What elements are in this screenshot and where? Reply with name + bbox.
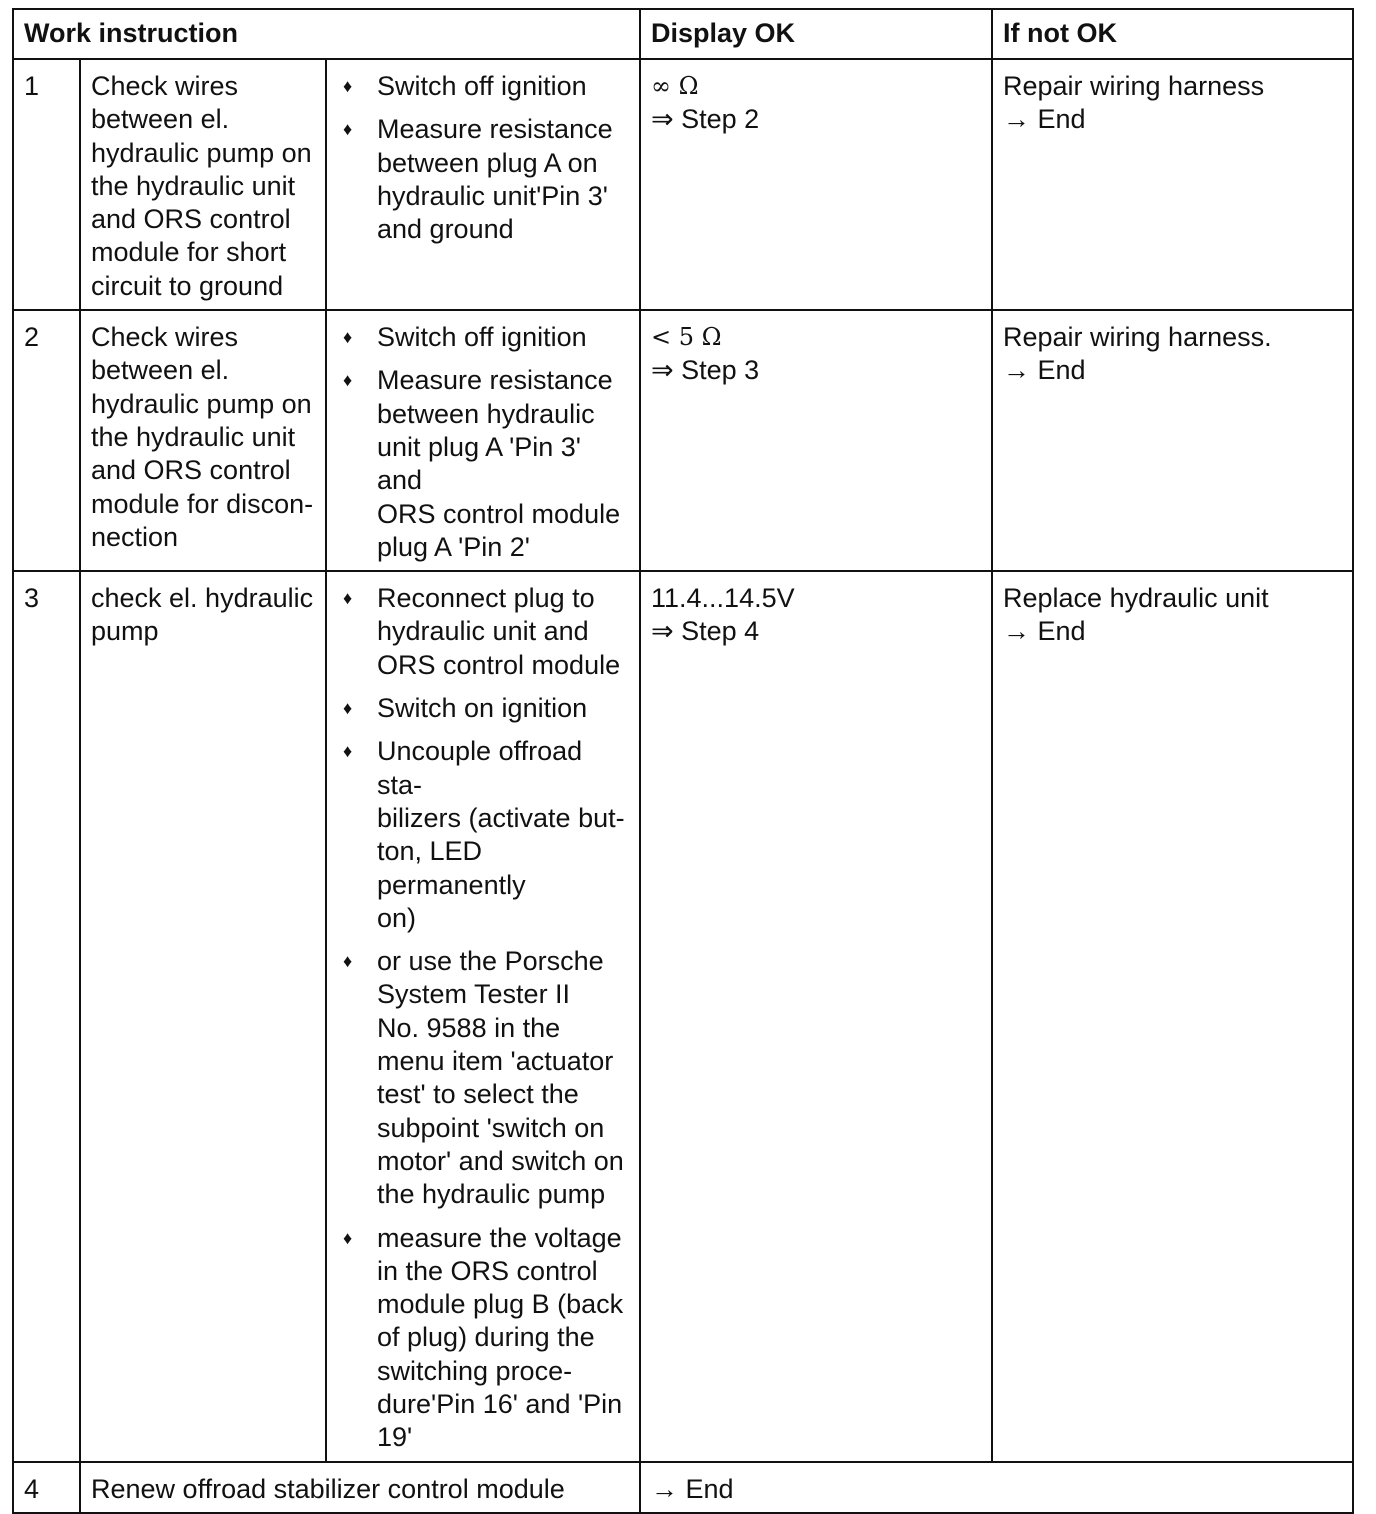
action-item: ♦ Reconnect plug to hydraulic unit and ORS control module bbox=[343, 583, 621, 680]
step-row-3 bbox=[13, 571, 1353, 1461]
not-ok-next: → End bbox=[1003, 616, 1086, 647]
action-item: ♦ Measure resistance between hydraulic unit plug A 'Pin 3' and ORS control module plug A 'Pin 2' bbox=[343, 365, 621, 562]
diamond-bullet-icon: ♦ bbox=[343, 1227, 353, 1248]
step-number: 3 bbox=[13, 571, 80, 1461]
step-title: Check wires between el. hydraulic pump on the hydraulic unit and ORS control module for short circuit to ground bbox=[80, 59, 326, 310]
not-ok-cell bbox=[992, 59, 1353, 310]
diamond-bullet-icon: ♦ bbox=[343, 951, 353, 972]
display-ok-next: ⇒ Step 4 bbox=[651, 616, 760, 647]
step-row-4 bbox=[13, 1462, 1353, 1513]
display-ok-cell bbox=[640, 571, 992, 1461]
step-actions bbox=[326, 310, 640, 571]
step-number: 1 bbox=[13, 59, 80, 310]
work-instruction-table bbox=[12, 8, 1354, 1514]
step-number: 2 bbox=[13, 310, 80, 571]
step-row-2 bbox=[13, 310, 1353, 571]
step-number: 4 bbox=[13, 1462, 80, 1513]
diamond-bullet-icon: ♦ bbox=[343, 76, 353, 96]
step-actions bbox=[326, 571, 640, 1461]
step-title: check el. hydraulic pump bbox=[80, 571, 326, 1461]
action-item: ♦ measure the voltage in the ORS control module plug B (back of plug) during the switching proce- dure'Pin 16' and 'Pin 19' bbox=[343, 1222, 624, 1453]
display-ok-next: ⇒ Step 2 bbox=[651, 104, 760, 135]
header-row bbox=[13, 9, 1353, 59]
diamond-bullet-icon: ♦ bbox=[343, 741, 353, 762]
diamond-bullet-icon: ♦ bbox=[343, 370, 353, 391]
action-item: ♦ or use the Porsche System Tester II No. 9588 in the menu item 'actuator test' to select the subpoint 'switch on motor' and switch on the hydraulic pump bbox=[343, 946, 624, 1210]
step-instruction: Renew offroad stabilizer control module bbox=[80, 1462, 640, 1513]
not-ok-action: Repair wiring harness. bbox=[1003, 322, 1272, 353]
step-actions bbox=[326, 59, 640, 310]
diamond-bullet-icon: ♦ bbox=[343, 698, 353, 719]
header-display-ok: Display OK bbox=[640, 9, 992, 59]
display-ok-cell bbox=[640, 59, 992, 310]
diamond-bullet-icon: ♦ bbox=[343, 119, 353, 140]
diamond-bullet-icon: ♦ bbox=[343, 327, 353, 348]
display-ok-next: ⇒ Step 3 bbox=[651, 355, 760, 386]
action-item: ♦ Switch on ignition bbox=[337, 692, 629, 725]
not-ok-action: Repair wiring harness bbox=[1003, 71, 1265, 101]
step-row-1 bbox=[13, 59, 1353, 310]
header-if-not-ok: If not OK bbox=[992, 9, 1353, 59]
display-ok-cell bbox=[640, 310, 992, 571]
not-ok-action: Replace hydraulic unit bbox=[1003, 583, 1269, 614]
not-ok-cell bbox=[992, 310, 1353, 571]
step-result: → End bbox=[640, 1462, 1353, 1513]
step-title: Check wires between el. hydraulic pump on the hydraulic unit and ORS control module for discon- nection bbox=[80, 310, 326, 571]
display-ok-value: < 5 Ω bbox=[651, 323, 722, 352]
not-ok-cell bbox=[992, 571, 1353, 1461]
action-item: ♦ Measure resistance between plug A on hydraulic unit'Pin 3' and ground bbox=[343, 114, 613, 245]
action-item: ♦ Switch off ignition bbox=[337, 321, 629, 354]
display-ok-value: 11.4...14.5V bbox=[651, 583, 795, 614]
not-ok-next: → End bbox=[1003, 355, 1086, 386]
diamond-bullet-icon: ♦ bbox=[343, 588, 353, 609]
display-ok-value: ∞ Ω bbox=[651, 72, 699, 100]
action-item: ♦ Uncouple offroad sta- bilizers (activate but- ton, LED permanently on) bbox=[343, 736, 625, 933]
action-item: ♦ Switch off ignition bbox=[337, 70, 629, 103]
not-ok-next: → End bbox=[1003, 104, 1086, 135]
header-work-instruction: Work instruction bbox=[13, 9, 640, 59]
